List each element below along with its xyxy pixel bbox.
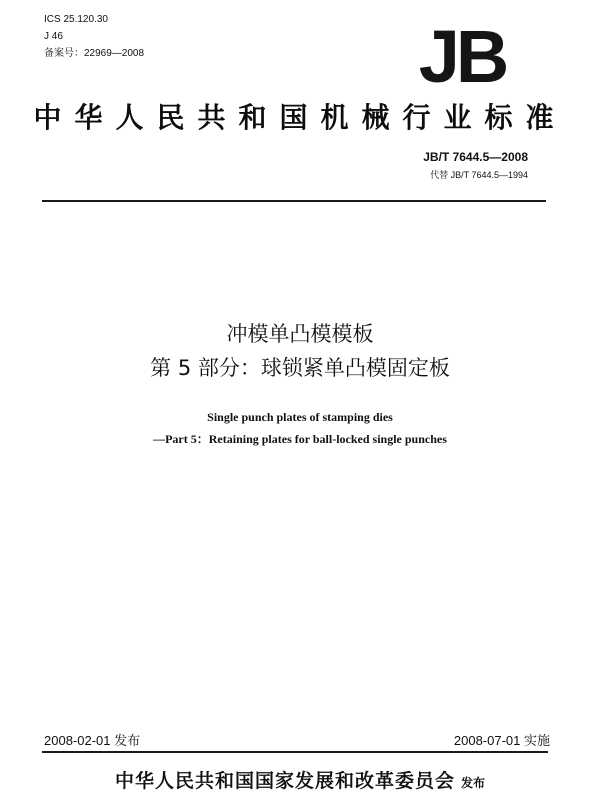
title-en-part: —Part 5：Retaining plates for ball-locked single punches [153,432,447,446]
footer-divider [42,751,548,753]
implementation-date: 2008-07-01 实施 [453,733,550,748]
title-en-main: Single punch plates of stamping dies [207,410,393,424]
ics-code: ICS 25.120.30 [44,14,108,25]
issuing-body-title: 中华人民共和国机械行业标准 [33,101,567,134]
record-number: 备案号：22969—2008 [44,48,145,59]
classification-code: J 46 [44,31,63,42]
title-zh-part: 第 5 部分：球锁紧单凸模固定板 [150,356,450,380]
issuer-line [0,766,600,793]
issuer-verb: 发布 [461,776,486,790]
issue-date: 2008-02-01 发布 [44,733,141,748]
title-zh-main: 冲模单凸模模板 [226,322,374,346]
header-divider [42,200,546,202]
jb-logo [402,18,522,90]
jb-logo-text: JB [418,18,506,90]
standard-number: JB/T 7644.5—2008 [423,150,528,164]
replaced-standard: 代替 JB/T 7644.5—1994 [430,170,528,180]
issuer-org: 中华人民共和国国家发展和改革委员会 [114,770,455,792]
